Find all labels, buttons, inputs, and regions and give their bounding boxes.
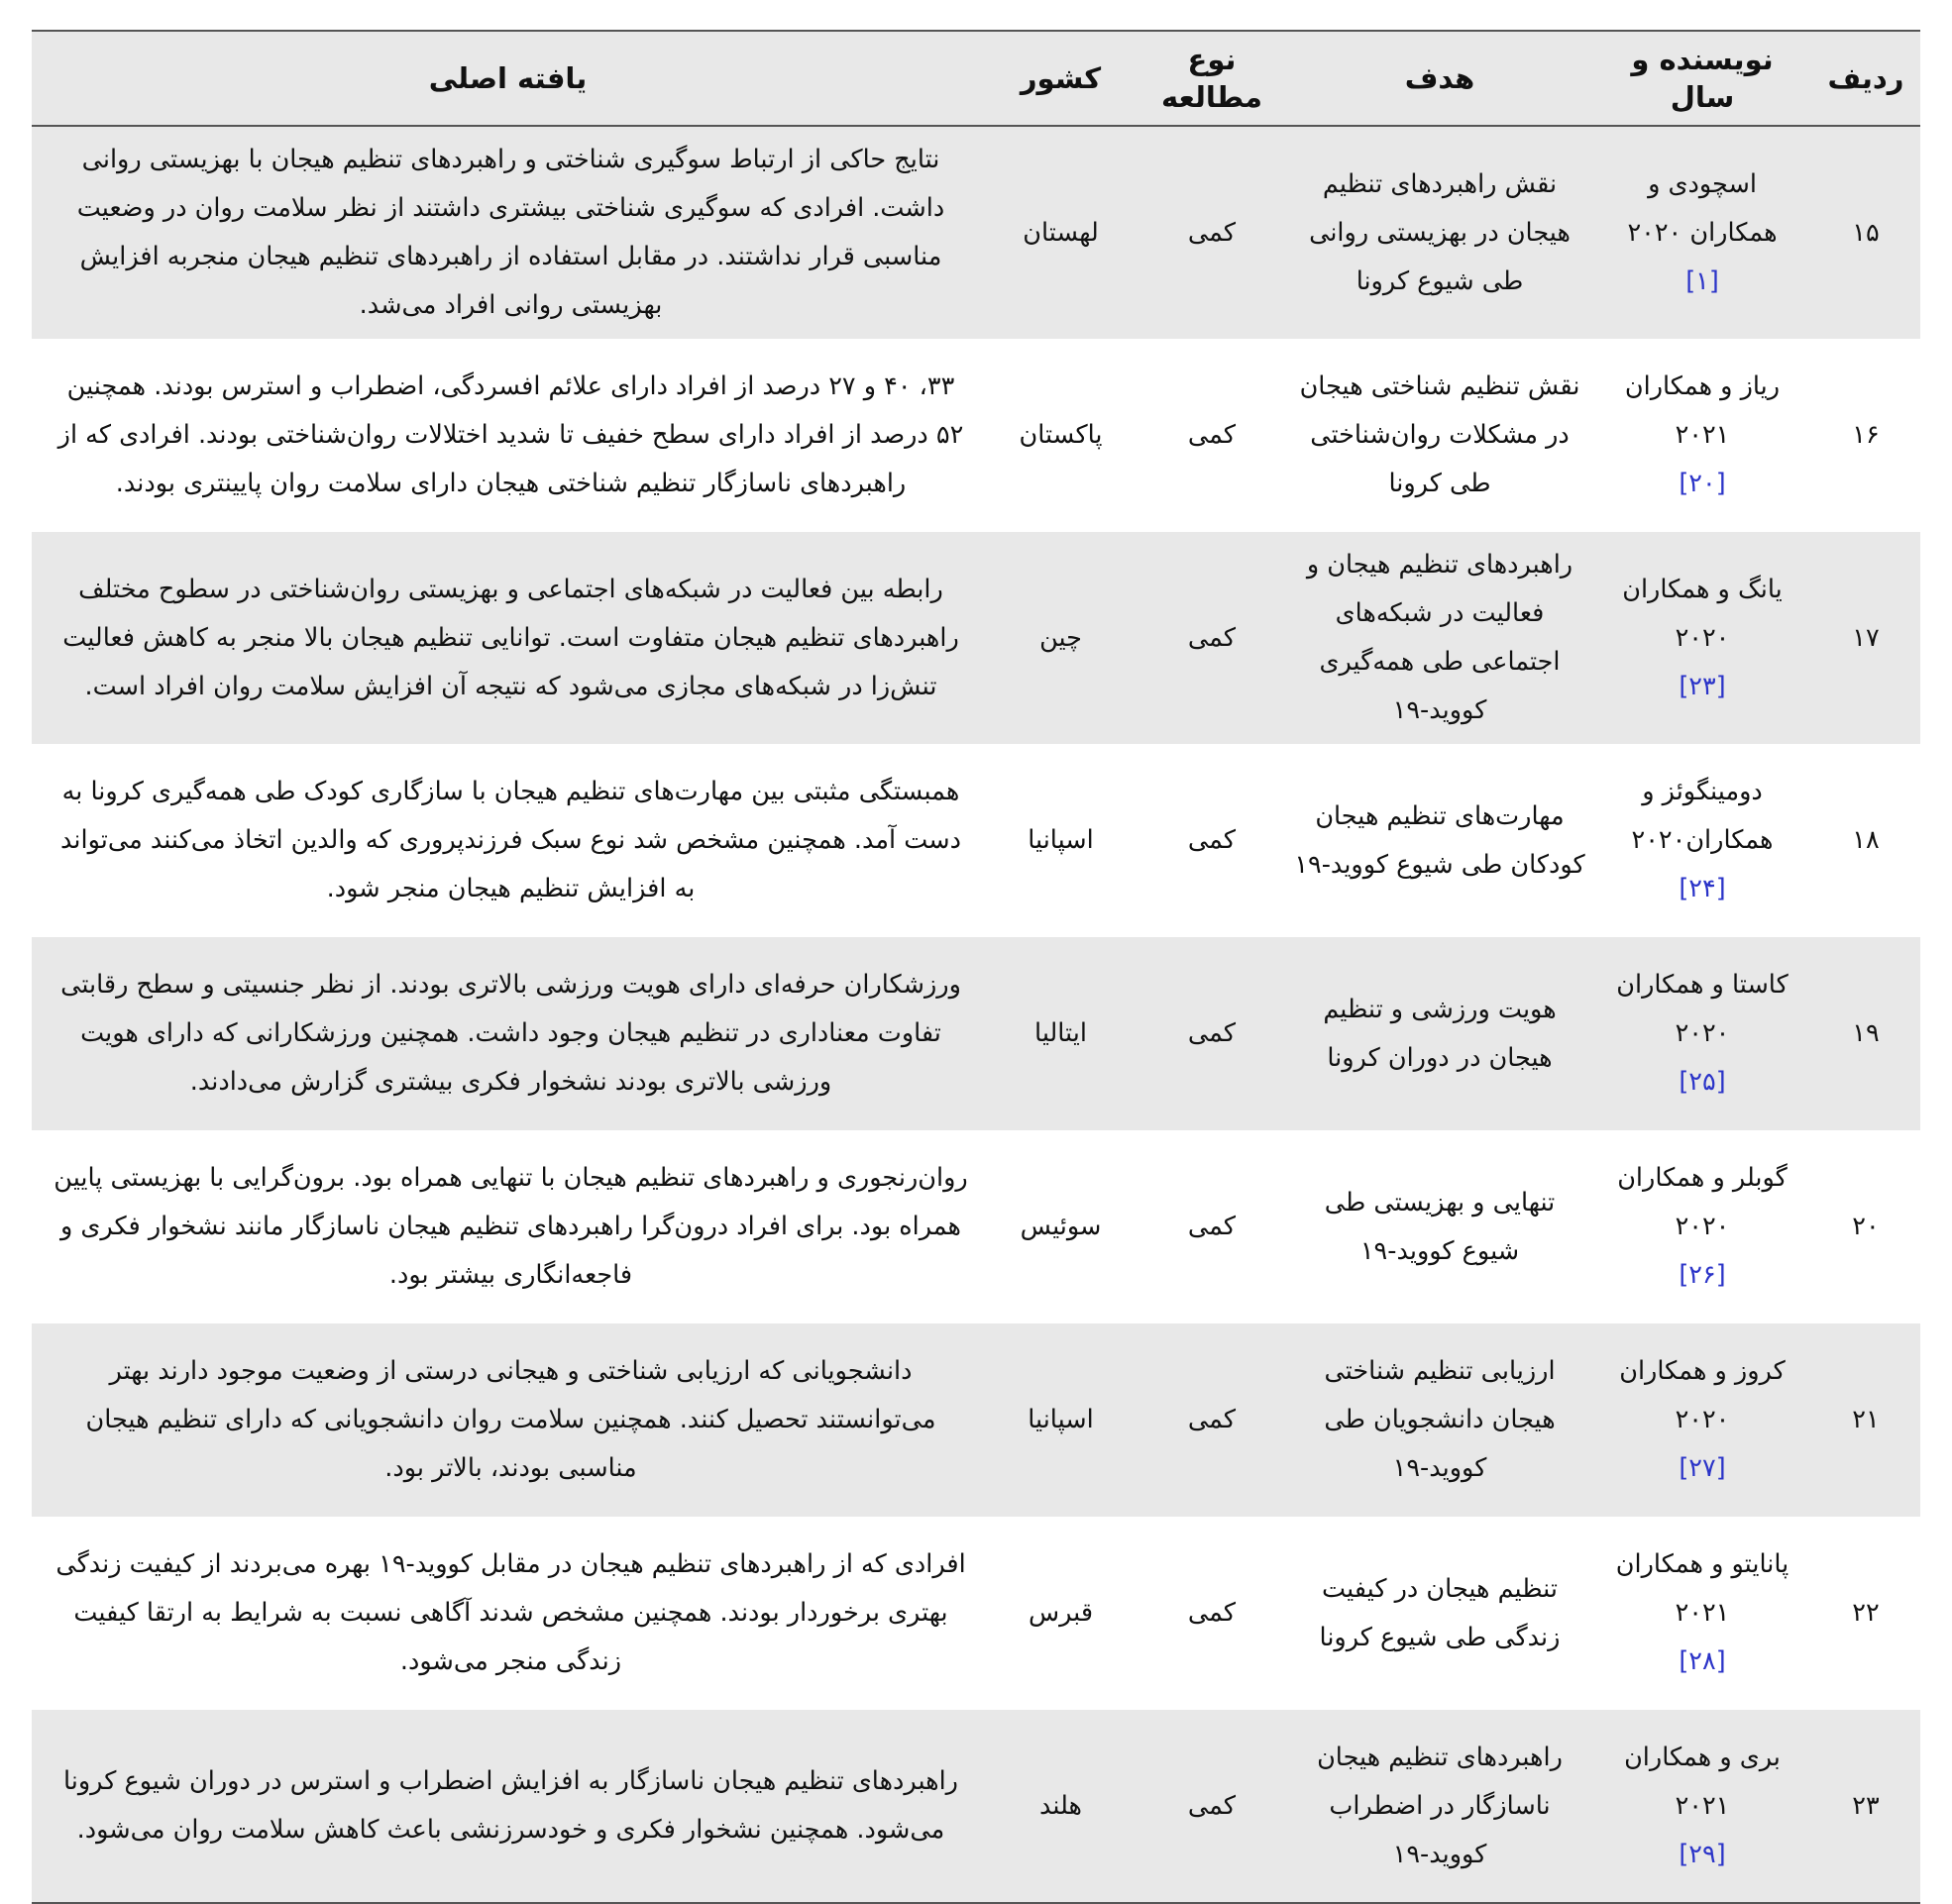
goal-cell: نقش راهبردهای تنظیم هیجان در بهزیستی روانی طی شیوع کرونا [1286, 126, 1593, 339]
table-header-row [32, 31, 1920, 126]
table-row [32, 1710, 1920, 1903]
country-cell: اسپانیا [984, 744, 1138, 937]
finding-cell: همبستگی مثبتی بین مهارت‌های تنظیم هیجان با سازگاری کودک طی همه‌گیری کرونا به دست آمد. همچنین مشخص شد نوع سبک فرزندپروری که والدین اتخاذ می‌کنند می‌تواند به افزایش تنظیم هیجان منجر شود. [32, 744, 984, 937]
study-type-cell: کمی [1138, 126, 1286, 339]
header-author-year: نویسنده و سال [1593, 31, 1811, 126]
author-cell [1593, 339, 1811, 532]
table-row [32, 1517, 1920, 1710]
table-row [32, 1323, 1920, 1517]
author-text: پانایتو و همکاران ۲۰۲۱ [1615, 1549, 1789, 1628]
country-cell: لهستان [984, 126, 1138, 339]
country-cell: قبرس [984, 1517, 1138, 1710]
finding-cell: روان‌رنجوری و راهبردهای تنظیم هیجان با تنهایی همراه بود. برون‌گرایی با بهزیستی پایین همراه بود. برای افراد درون‌گرا راهبردهای تنظیم هیجان ناسازگار مانند نشخوار فکری و فاجعه‌انگاری بیشتر بود. [32, 1130, 984, 1323]
finding-cell: ۳۳، ۴۰ و ۲۷ درصد از افراد دارای علائم افسردگی، اضطراب و استرس بودند. همچنین ۵۲ درصد از افراد دارای سطح خفیف تا شدید اختلالات روان‌شناختی بودند. افرادی که از راهبردهای ناسازگار تنظیم شناختی هیجان دارای سلامت روان پایینتری بودند. [32, 339, 984, 532]
row-number-cell: ۱۶ [1811, 339, 1920, 532]
goal-cell: مهارت‌های تنظیم هیجان کودکان طی شیوع کووید-۱۹ [1286, 744, 1593, 937]
row-number-cell: ۲۲ [1811, 1517, 1920, 1710]
row-number-cell: ۲۳ [1811, 1710, 1920, 1903]
goal-cell: راهبردهای تنظیم هیجان و فعالیت در شبکه‌های اجتماعی طی همه‌گیری کووید-۱۹ [1286, 532, 1593, 744]
finding-cell: رابطه بین فعالیت در شبکه‌های اجتماعی و بهزیستی روان‌شناختی در سطوح مختلف راهبردهای تنظیم هیجان متفاوت است. توانایی تنظیم هیجان بالا منجر به کاهش فعالیت تنش‌زا در شبکه‌های مجازی می‌شود که نتیجه آن افزایش سلامت روان افراد است. [32, 532, 984, 744]
author-cell [1593, 532, 1811, 744]
table-row [32, 937, 1920, 1130]
study-type-cell: کمی [1138, 744, 1286, 937]
author-cell [1593, 126, 1811, 339]
reference-link[interactable]: [۲۷] [1679, 1453, 1726, 1483]
country-cell: اسپانیا [984, 1323, 1138, 1517]
author-cell [1593, 1130, 1811, 1323]
header-study-type: نوع مطالعه [1138, 31, 1286, 126]
reference-link[interactable]: [۲۴] [1679, 874, 1726, 903]
reference-link[interactable]: [۲۹] [1679, 1839, 1726, 1869]
author-text: کروز و همکاران ۲۰۲۰ [1619, 1356, 1786, 1434]
study-type-cell: کمی [1138, 1130, 1286, 1323]
table-row [32, 339, 1920, 532]
goal-cell: نقش تنظیم شناختی هیجان در مشکلات روان‌شناختی طی کرونا [1286, 339, 1593, 532]
goal-cell: تنظیم هیجان در کیفیت زندگی طی شیوع کرونا [1286, 1517, 1593, 1710]
author-text: یانگ و همکاران ۲۰۲۰ [1622, 574, 1783, 653]
author-cell [1593, 1323, 1811, 1517]
study-type-cell: کمی [1138, 937, 1286, 1130]
study-type-cell: کمی [1138, 1517, 1286, 1710]
author-text: دومینگوئز و همکاران۲۰۲۰ [1631, 777, 1774, 855]
author-cell [1593, 937, 1811, 1130]
author-cell [1593, 1517, 1811, 1710]
finding-cell: راهبردهای تنظیم هیجان ناسازگار به افزایش اضطراب و استرس در دوران شیوع کرونا می‌شود. همچنین نشخوار فکری و خودسرزنشی باعث کاهش سلامت روان می‌شود. [32, 1710, 984, 1903]
country-cell: چین [984, 532, 1138, 744]
finding-cell: دانشجویانی که ارزیابی شناختی و هیجانی درستی از وضعیت موجود دارند بهتر می‌توانستند تحصیل کنند. همچنین سلامت روان دانشجویانی که دارای تنظیم هیجان مناسبی بودند، بالاتر بود. [32, 1323, 984, 1517]
study-type-cell: کمی [1138, 339, 1286, 532]
study-type-cell: کمی [1138, 1710, 1286, 1903]
author-text: کاستا و همکاران ۲۰۲۰ [1616, 970, 1789, 1048]
author-cell [1593, 744, 1811, 937]
reference-link[interactable]: [۲۸] [1679, 1646, 1726, 1676]
author-text: گوبلر و همکاران ۲۰۲۰ [1617, 1163, 1788, 1241]
author-text: ریاز و همکاران ۲۰۲۱ [1624, 371, 1781, 450]
author-cell [1593, 1710, 1811, 1903]
author-text: بری و همکاران ۲۰۲۱ [1624, 1742, 1781, 1821]
reference-link[interactable]: [۱] [1685, 265, 1719, 296]
row-number-cell: ۲۱ [1811, 1323, 1920, 1517]
goal-cell: هویت ورزشی و تنظیم هیجان در دوران کرونا [1286, 937, 1593, 1130]
row-number-cell: ۱۹ [1811, 937, 1920, 1130]
study-type-cell: کمی [1138, 1323, 1286, 1517]
finding-cell: ورزشکاران حرفه‌ای دارای هویت ورزشی بالاتری بودند. از نظر جنسیتی و سطح رقابتی تفاوت معناداری در تنظیم هیجان وجود داشت. همچنین ورزشکارانی که دارای هویت ورزشی بالاتری بودند نشخوار فکری بیشتری گزارش می‌دادند. [32, 937, 984, 1130]
table-row [32, 1130, 1920, 1323]
table-row [32, 744, 1920, 937]
reference-link[interactable]: [۲۰] [1679, 469, 1726, 498]
table-row [32, 532, 1920, 744]
review-table-container [32, 30, 1920, 1904]
country-cell: ایتالیا [984, 937, 1138, 1130]
reference-link[interactable]: [۲۶] [1679, 1260, 1726, 1290]
header-row-number: ردیف [1811, 31, 1920, 126]
country-cell: پاکستان [984, 339, 1138, 532]
reference-link[interactable]: [۲۵] [1679, 1067, 1726, 1097]
reference-link[interactable]: [۲۳] [1679, 671, 1726, 701]
studies-table [32, 30, 1920, 1904]
row-number-cell: ۱۵ [1811, 126, 1920, 339]
header-main-finding: یافته اصلی [32, 31, 984, 126]
goal-cell: ارزیابی تنظیم شناختی هیجان دانشجویان طی کووید-۱۹ [1286, 1323, 1593, 1517]
author-text: اسچودی و همکاران ۲۰۲۰ [1627, 168, 1778, 248]
row-number-cell: ۱۸ [1811, 744, 1920, 937]
country-cell: سوئیس [984, 1130, 1138, 1323]
header-goal: هدف [1286, 31, 1593, 126]
table-row [32, 126, 1920, 339]
row-number-cell: ۲۰ [1811, 1130, 1920, 1323]
country-cell: هلند [984, 1710, 1138, 1903]
header-country: کشور [984, 31, 1138, 126]
goal-cell: راهبردهای تنظیم هیجان ناسازگار در اضطراب کووید-۱۹ [1286, 1710, 1593, 1903]
row-number-cell: ۱۷ [1811, 532, 1920, 744]
finding-cell: نتایج حاکی از ارتباط سوگیری شناختی و راهبردهای تنظیم هیجان با بهزیستی روانی داشت. افرادی که سوگیری شناختی بیشتری داشتند از نظر سلامت روان در وضعیت مناسبی قرار نداشتند. در مقابل استفاده از راهبردهای تنظیم هیجان منجربه افزایش بهزیستی روانی افراد می‌شد. [32, 126, 984, 339]
study-type-cell: کمی [1138, 532, 1286, 744]
finding-cell: افرادی که از راهبردهای تنظیم هیجان در مقابل کووید-۱۹ بهره می‌بردند از کیفیت زندگی بهتری برخوردار بودند. همچنین مشخص شدند آگاهی نسبت به شرایط به ارتقا کیفیت زندگی منجر می‌شود. [32, 1517, 984, 1710]
goal-cell: تنهایی و بهزیستی طی شیوع کووید-۱۹ [1286, 1130, 1593, 1323]
